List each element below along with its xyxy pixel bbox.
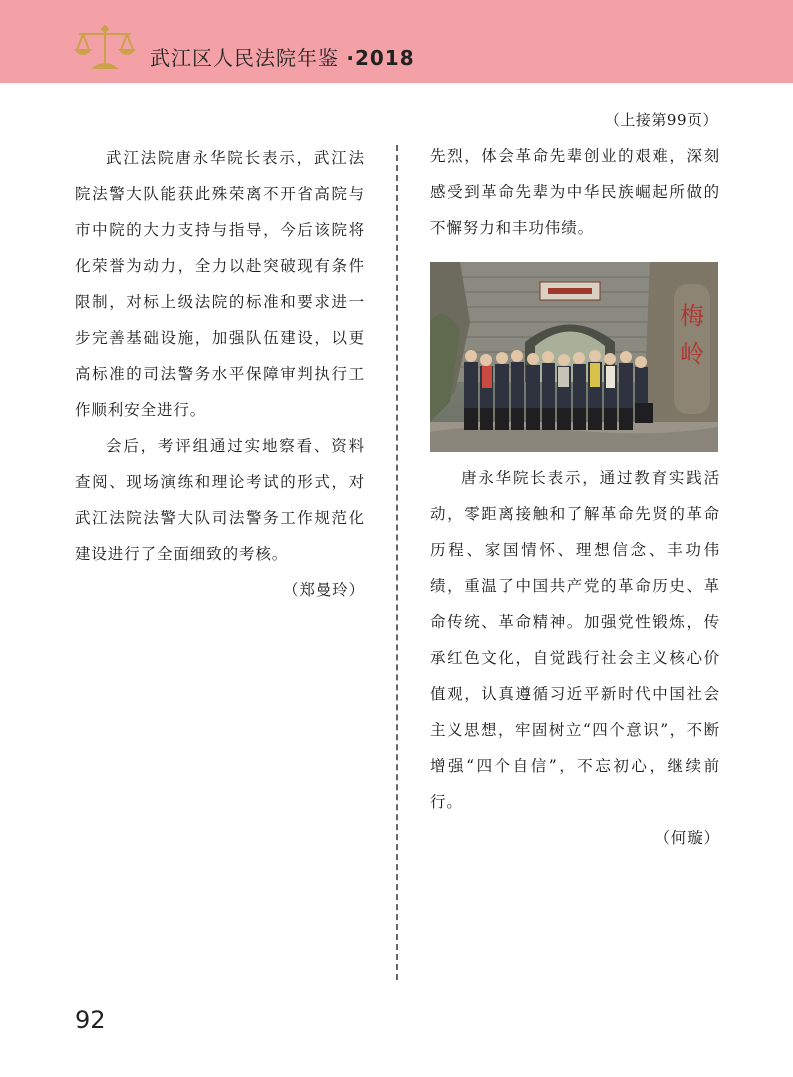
- group-photo: [430, 262, 718, 452]
- continued-note: （上接第99页）: [604, 111, 718, 129]
- yearbook-name: 武江区人民法院年鉴: [150, 46, 339, 70]
- left-column: [75, 140, 365, 608]
- left-paragraph-2: 会后，考评组通过实地察看、资料查阅、现场演练和理论考试的形式，对武江法院法警大队司法警务工作规范化建设进行了全面细致的考核。: [75, 437, 365, 563]
- yearbook-title: [150, 41, 415, 75]
- svg-text:岭: 岭: [680, 340, 704, 368]
- left-paragraph-1: 武江法院唐永华院长表示，武江法院法警大队能获此殊荣离不开省高院与市中院的大力支持与指导，今后该院将化荣誉为动力，全力以赴突破现有条件限制，对标上级法院的标准和要求进一步完善基础设施，加强队伍建设，以更高标准的司法警务水平保障审判执行工作顺利安全进行。: [75, 149, 365, 419]
- group-photo-image: [430, 262, 718, 452]
- column-divider: [396, 145, 398, 980]
- header-band: [0, 0, 793, 83]
- scales-of-justice-icon: [74, 22, 136, 72]
- right-paragraph: 唐永华院长表示，通过教育实践活动，零距离接触和了解革命先贤的革命历程、家国情怀、理想信念、丰功伟绩，重温了中国共产党的革命历史、革命传统、革命精神。加强党性锻炼，传承红色文化，自觉践行社会主义核心价值观，认真遵循习近平新时代中国社会主义思想，牢固树立“四个意识”，不断增强“四个自信”，不忘初心，继续前行。: [430, 469, 720, 811]
- svg-text:梅: 梅: [680, 302, 704, 330]
- right-column: [430, 138, 720, 246]
- yearbook-year: 2018: [354, 46, 415, 70]
- page-number: 92: [75, 1006, 106, 1034]
- left-author: （郑曼玲）: [282, 581, 365, 599]
- right-intro-paragraph: 先烈，体会革命先辈创业的艰难，深刻感受到革命先辈为中华民族崛起所做的不懈努力和丰功伟绩。: [430, 147, 720, 237]
- title-separator: ·: [346, 46, 355, 70]
- right-author: （何璇）: [654, 829, 720, 847]
- right-body: [430, 460, 720, 856]
